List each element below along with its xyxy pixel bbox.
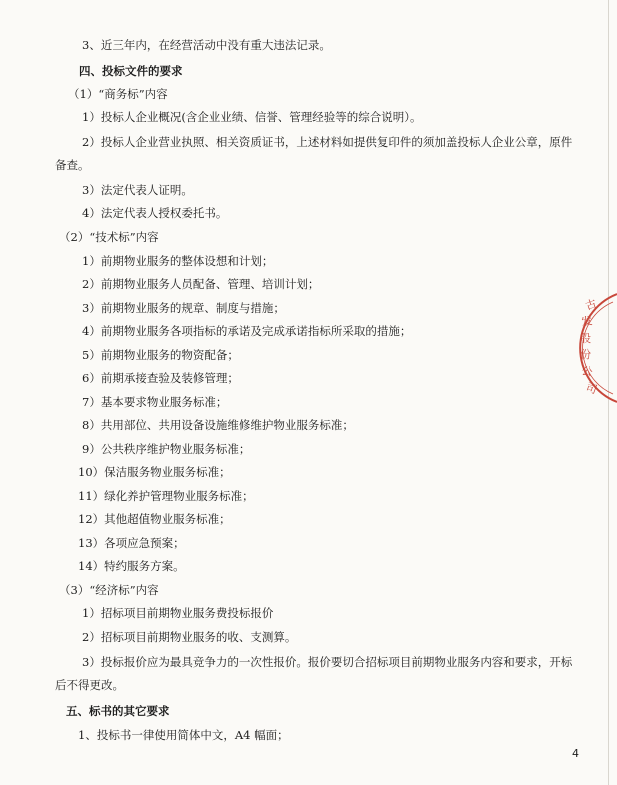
paragraph: 1、投标书一律使用简体中文，A4 幅面；: [78, 728, 289, 742]
list-item: [0, 651, 617, 697]
list-item: 11）绿化养护管理物业服务标准；: [78, 489, 254, 503]
list-item: 5）前期物业服务的物资配备；: [82, 348, 239, 362]
list-item: 14）特约服务方案。: [78, 559, 185, 573]
list-item: 6）前期承接查验及装修管理；: [82, 371, 239, 385]
list-item: 4）前期物业服务各项指标的承诺及完成承诺指标所采取的措施；: [82, 324, 412, 338]
list-item: 12）其他超值物业服务标准；: [78, 512, 231, 526]
list-item: 8）共用部位、共用设备设施维修维护物业服务标准；: [82, 418, 354, 432]
list-item-text: 3）投标报价应为最具竞争力的一次性报价。报价要切合招标项目前期物业服务内容和要求，开标后不得更改。: [55, 655, 573, 692]
list-item: 9）公共秩序维护物业服务标准；: [82, 442, 251, 456]
subsection-heading: （3）“经济标”内容: [59, 583, 159, 597]
seal-char: 份: [580, 348, 591, 361]
list-item: 2）招标项目前期物业服务的收、支测算。: [82, 630, 297, 644]
list-item: 1）招标项目前期物业服务费投标报价: [82, 606, 274, 620]
seal-char: 古: [583, 296, 599, 313]
subsection-heading: （2）“技术标”内容: [59, 230, 159, 244]
list-item: 7）基本要求物业服务标准；: [82, 395, 228, 409]
list-item: 1）投标人企业概况(含企业业绩、信誉、管理经验等的综合说明）。: [82, 110, 422, 124]
section-heading: 四、投标文件的要求: [79, 64, 183, 78]
seal-char: 司: [583, 380, 599, 397]
list-item: 4）法定代表人授权委托书。: [82, 206, 228, 220]
list-item: 10）保洁服务物业服务标准；: [78, 465, 231, 479]
list-item-text: 2）投标人企业营业执照、相关资质证书，上述材料如提供复印件的须加盖投标人企业公章，原件备查。: [55, 135, 573, 172]
list-item: 13）各项应急预案；: [78, 536, 185, 550]
list-item: [0, 131, 617, 177]
page-number: 4: [572, 747, 579, 760]
paragraph: 3、近三年内，在经营活动中没有重大违法记录。: [82, 38, 331, 52]
company-seal-stamp: [573, 288, 617, 408]
subsection-heading: （1）“商务标”内容: [68, 87, 168, 101]
seal-char: 股: [580, 332, 591, 345]
seal-char: 发: [580, 314, 594, 329]
list-item: 2）前期物业服务人员配备、管理、培训计划；: [82, 277, 320, 291]
list-item: 1）前期物业服务的整体设想和计划；: [82, 254, 274, 268]
list-item: 3）法定代表人证明。: [82, 183, 193, 197]
seal-char: 公: [580, 364, 594, 379]
section-heading: 五、标书的其它要求: [66, 704, 170, 718]
list-item: 3）前期物业服务的规章、制度与措施；: [82, 301, 285, 315]
